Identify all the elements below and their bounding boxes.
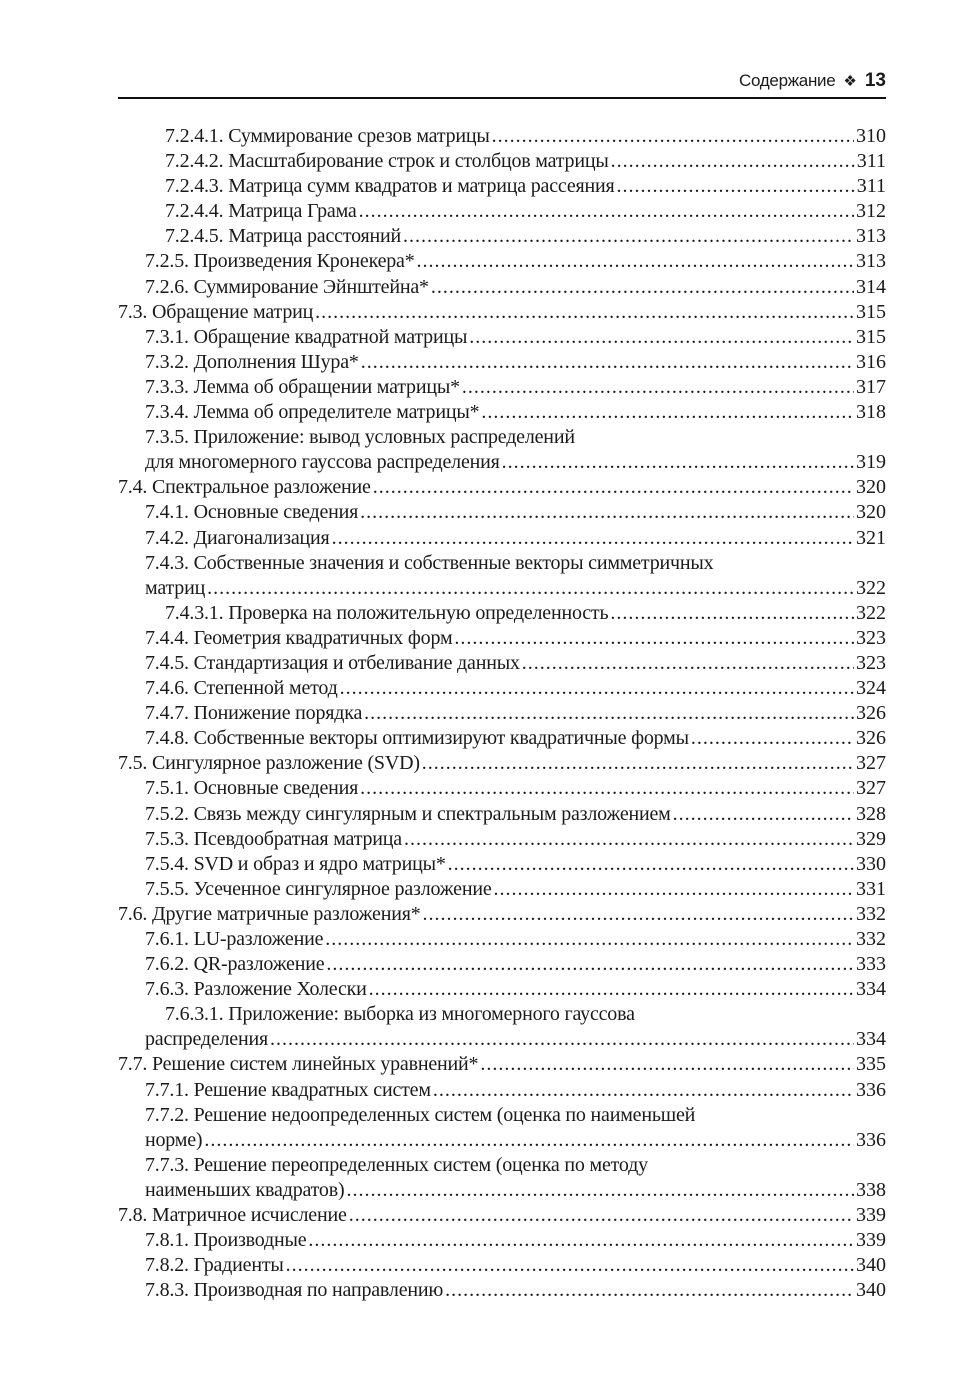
- dot-leader: [360, 776, 854, 801]
- dot-leader: [403, 224, 854, 249]
- running-header: [118, 70, 886, 98]
- toc-entry-page: 320: [856, 476, 886, 499]
- toc-entry-title: 7.7.3. Решение переопределенных систем (оценка по методу: [145, 1153, 648, 1176]
- dot-leader: [346, 1178, 854, 1203]
- toc-entry[interactable]: [118, 224, 886, 249]
- toc-entry[interactable]: [118, 1103, 886, 1128]
- toc-entry-title: 7.7.1. Решение квадратных систем: [145, 1078, 431, 1101]
- toc-entry-title: 7.6.3.1. Приложение: выборка из многомерного гауссова: [165, 1003, 635, 1026]
- toc-entry[interactable]: [118, 726, 886, 751]
- toc-entry-title: норме): [145, 1128, 203, 1151]
- toc-entry-title: 7.7.2. Решение недоопределенных систем (оценка по наименьшей: [145, 1103, 696, 1126]
- toc-entry[interactable]: [118, 425, 886, 450]
- toc-entry[interactable]: [118, 1052, 886, 1077]
- dot-leader: [315, 300, 854, 325]
- toc-entry-title: 7.4.5. Стандартизация и отбеливание данных: [145, 651, 520, 674]
- toc-entry-page: 334: [856, 978, 886, 1001]
- toc-entry-page: 313: [856, 250, 886, 273]
- toc-entry-title: 7.2.4.2. Масштабирование строк и столбцов матрицы: [165, 150, 609, 173]
- toc-entry[interactable]: [118, 827, 886, 852]
- toc-entry[interactable]: [118, 174, 886, 199]
- dot-leader: [433, 1078, 854, 1103]
- toc-entry-title: матриц: [145, 576, 206, 599]
- toc-entry-title: 7.4.8. Собственные векторы оптимизируют квадратичные формы: [145, 727, 689, 750]
- toc-entry-page: 315: [856, 325, 886, 348]
- toc-entry[interactable]: [118, 551, 886, 576]
- toc-entry-page: 323: [856, 626, 886, 649]
- dot-leader: [207, 576, 854, 601]
- dot-leader: [286, 1253, 854, 1278]
- toc-entry-title: 7.3.1. Обращение квадратной матрицы: [145, 325, 468, 348]
- toc-entry-title: 7.2.4.1. Суммирование срезов матрицы: [165, 125, 490, 147]
- dot-leader: [369, 977, 854, 1002]
- toc-entry-page: 324: [856, 677, 886, 700]
- dot-leader: [610, 601, 854, 626]
- toc-entry[interactable]: [118, 1203, 886, 1228]
- toc-entry[interactable]: [118, 1253, 886, 1278]
- toc-entry-title: 7.2.6. Суммирование Эйнштейна*: [145, 275, 429, 298]
- toc-entry-page: 313: [856, 225, 886, 248]
- dot-leader: [423, 902, 854, 927]
- toc-entry-title: 7.4.7. Понижение порядка: [145, 702, 363, 725]
- dot-leader: [673, 802, 854, 827]
- toc-entry-title: 7.4.3.1. Проверка на положительную определенность: [165, 601, 609, 624]
- toc-entry-title: 7.2.5. Произведения Кронекера*: [145, 250, 415, 273]
- toc-entry[interactable]: [118, 776, 886, 801]
- dot-leader: [617, 174, 855, 199]
- toc-entry[interactable]: [118, 249, 886, 274]
- toc-entry[interactable]: [118, 877, 886, 902]
- dot-leader: [349, 1203, 854, 1228]
- toc-entry-title: наименьших квадратов): [145, 1178, 345, 1201]
- dot-leader: [325, 927, 854, 952]
- toc-entry-page: 326: [856, 702, 886, 725]
- dot-leader: [404, 827, 854, 852]
- dot-leader: [445, 1278, 854, 1303]
- toc-entry-continuation[interactable]: [118, 1178, 886, 1203]
- dot-leader: [332, 526, 854, 551]
- toc-entry[interactable]: [118, 275, 886, 300]
- toc-entry[interactable]: [118, 952, 886, 977]
- toc-entry[interactable]: [118, 400, 886, 425]
- toc-entry-title: 7.5.5. Усеченное сингулярное разложение: [145, 877, 492, 900]
- dot-leader: [454, 626, 854, 651]
- toc-entry-page: 322: [856, 601, 886, 624]
- toc-entry-page: 339: [856, 1204, 886, 1227]
- dot-leader: [422, 751, 854, 776]
- dot-leader: [469, 325, 854, 350]
- dot-leader: [360, 500, 854, 525]
- dot-leader: [494, 877, 854, 902]
- toc-entry-title: 7.4.4. Геометрия квадратичных форм: [145, 626, 453, 649]
- page-number: 13: [864, 70, 886, 91]
- toc-entry-title: 7.5. Сингулярное разложение (SVD): [118, 752, 420, 775]
- dot-leader: [373, 475, 854, 500]
- toc-entry-title: 7.4.2. Диагонализация: [145, 526, 330, 549]
- toc-entry-page: 336: [856, 1078, 886, 1101]
- toc-entry-page: 318: [856, 401, 886, 424]
- toc-entry-title: 7.4.3. Собственные значения и собственные векторы симметричных: [145, 551, 714, 574]
- toc-entry-page: 319: [856, 451, 886, 474]
- toc-entry[interactable]: [118, 802, 886, 827]
- dot-leader: [340, 676, 854, 701]
- toc-entry[interactable]: [118, 1078, 886, 1103]
- toc-entry-title: 7.3.5. Приложение: вывод условных распределений: [145, 426, 575, 449]
- toc-entry-page: 335: [856, 1053, 886, 1076]
- dot-leader: [462, 375, 854, 400]
- toc-entry[interactable]: [118, 601, 886, 626]
- toc-entry-title: 7.5.4. SVD и образ и ядро матрицы*: [145, 852, 446, 875]
- toc-entry-page: 323: [856, 651, 886, 674]
- toc-entry-continuation[interactable]: [118, 576, 886, 601]
- toc-entry-title: 7.4.1. Основные сведения: [145, 501, 359, 524]
- dot-leader: [364, 701, 854, 726]
- dot-leader: [308, 1228, 854, 1253]
- toc-entry[interactable]: [118, 300, 886, 325]
- toc-entry[interactable]: [118, 751, 886, 776]
- toc-entry-title: 7.6.2. QR-разложение: [145, 953, 325, 976]
- toc-entry-page: 330: [856, 852, 886, 875]
- dot-leader: [361, 350, 854, 375]
- toc-entry[interactable]: [118, 350, 886, 375]
- dot-leader: [448, 852, 854, 877]
- dot-leader: [417, 249, 854, 274]
- toc-entry[interactable]: [118, 475, 886, 500]
- toc-entry[interactable]: [118, 651, 886, 676]
- header-title: Содержание: [739, 71, 836, 90]
- toc-entry-continuation[interactable]: [118, 1128, 886, 1153]
- toc-entry-title: 7.7. Решение систем линейных уравнений*: [118, 1053, 479, 1076]
- toc-entry[interactable]: [118, 149, 886, 174]
- toc-entry-title: 7.2.4.5. Матрица расстояний: [165, 225, 402, 248]
- toc-entry[interactable]: [118, 902, 886, 927]
- toc-entry-title: 7.6. Другие матричные разложения*: [118, 902, 421, 925]
- toc-entry-page: 316: [856, 350, 886, 373]
- toc-entry-page: 328: [856, 802, 886, 825]
- toc-entry-page: 329: [856, 827, 886, 850]
- toc-entry-title: 7.5.2. Связь между сингулярным и спектральным разложением: [145, 802, 671, 825]
- toc-entry-continuation[interactable]: [118, 450, 886, 475]
- toc-entry[interactable]: [118, 1278, 886, 1303]
- toc-entry-page: 336: [856, 1128, 886, 1151]
- toc-entry[interactable]: [118, 500, 886, 525]
- toc-entry-page: 333: [856, 953, 886, 976]
- header-rule: [118, 97, 886, 99]
- toc-entry-title: 7.3.3. Лемма об обращении матрицы*: [145, 375, 460, 398]
- table-of-contents: [118, 124, 886, 1303]
- toc-entry-title: 7.4.6. Степенной метод: [145, 677, 338, 700]
- toc-entry-continuation[interactable]: [118, 1027, 886, 1052]
- toc-entry-page: 321: [856, 526, 886, 549]
- toc-entry-page: 320: [856, 501, 886, 524]
- toc-entry[interactable]: [118, 124, 886, 149]
- toc-entry-title: 7.2.4.4. Матрица Грама: [165, 200, 357, 223]
- toc-entry-page: 327: [856, 777, 886, 800]
- toc-entry[interactable]: [118, 927, 886, 952]
- toc-entry[interactable]: [118, 676, 886, 701]
- dot-leader: [492, 124, 854, 149]
- toc-entry-title: 7.2.4.3. Матрица сумм квадратов и матрица рассеяния: [165, 175, 615, 198]
- toc-entry-page: 311: [856, 150, 886, 173]
- toc-entry-page: 315: [856, 300, 886, 323]
- toc-entry-page: 327: [856, 752, 886, 775]
- toc-entry-page: 311: [856, 175, 886, 198]
- toc-entry-title: 7.6.1. LU-разложение: [145, 928, 324, 950]
- toc-entry-title: 7.3. Обращение матриц: [118, 300, 314, 323]
- toc-entry-title: 7.8.2. Градиенты: [145, 1254, 284, 1277]
- toc-entry-page: 332: [856, 928, 886, 950]
- toc-entry[interactable]: [118, 977, 886, 1002]
- dot-leader: [522, 651, 854, 676]
- toc-entry-page: 340: [856, 1279, 886, 1302]
- toc-entry[interactable]: [118, 526, 886, 551]
- toc-entry-page: 338: [856, 1178, 886, 1201]
- toc-entry-page: 334: [856, 1028, 886, 1051]
- toc-entry-title: 7.5.1. Основные сведения: [145, 777, 359, 800]
- toc-entry-page: 310: [856, 125, 886, 147]
- toc-entry-page: 339: [856, 1229, 886, 1252]
- toc-entry-page: 326: [856, 727, 886, 750]
- toc-entry-title: 7.4. Спектральное разложение: [118, 476, 371, 499]
- toc-entry-title: 7.6.3. Разложение Холески: [145, 978, 367, 1001]
- toc-entry-title: 7.5.3. Псевдообратная матрица: [145, 827, 402, 850]
- toc-entry[interactable]: [118, 375, 886, 400]
- dot-leader: [204, 1128, 854, 1153]
- toc-entry-page: 340: [856, 1254, 886, 1277]
- dot-leader: [611, 149, 855, 174]
- dot-leader: [691, 726, 854, 751]
- toc-entry[interactable]: [118, 325, 886, 350]
- toc-entry-page: 331: [856, 877, 886, 900]
- dot-leader: [270, 1027, 854, 1052]
- dot-leader: [326, 952, 854, 977]
- toc-entry-page: 332: [856, 902, 886, 925]
- toc-entry-page: 312: [856, 200, 886, 223]
- toc-entry-title: 7.8.1. Производные: [145, 1229, 307, 1252]
- dot-leader: [481, 400, 854, 425]
- dot-leader: [502, 450, 854, 475]
- toc-entry-title: распределения: [145, 1028, 268, 1051]
- dot-leader: [359, 199, 854, 224]
- toc-entry-title: 7.3.4. Лемма об определителе матрицы*: [145, 401, 480, 424]
- toc-entry[interactable]: [118, 852, 886, 877]
- toc-entry-page: 314: [856, 275, 886, 298]
- toc-entry[interactable]: [118, 626, 886, 651]
- toc-entry-page: 322: [856, 576, 886, 599]
- toc-entry[interactable]: [118, 1002, 886, 1027]
- dot-leader: [480, 1052, 854, 1077]
- toc-entry[interactable]: [118, 701, 886, 726]
- toc-entry-title: 7.8.3. Производная по направлению: [145, 1279, 444, 1302]
- toc-entry-title: для многомерного гауссова распределения: [145, 451, 500, 474]
- toc-entry[interactable]: [118, 1228, 886, 1253]
- toc-entry-title: 7.3.2. Дополнения Шура*: [145, 350, 359, 373]
- ornament-icon: ❖: [843, 73, 857, 90]
- dot-leader: [431, 275, 854, 300]
- toc-entry-title: 7.8. Матричное исчисление: [118, 1204, 347, 1227]
- toc-entry-page: 317: [856, 375, 886, 398]
- toc-entry[interactable]: [118, 199, 886, 224]
- toc-entry[interactable]: [118, 1153, 886, 1178]
